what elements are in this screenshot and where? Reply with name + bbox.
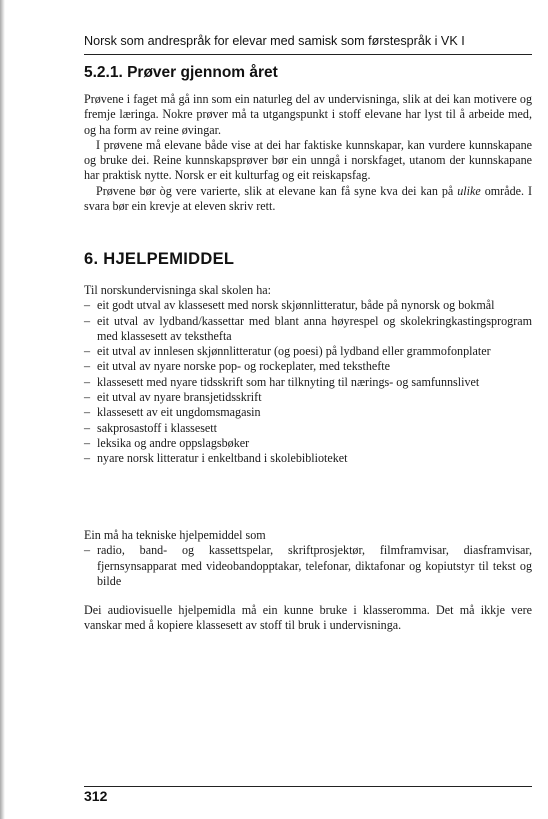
dash-marker: – [84, 420, 91, 435]
list-item [84, 390, 532, 405]
dash-marker: – [84, 344, 91, 359]
list-item [84, 451, 532, 466]
list-item-text: eit utval av innlesen skjønnlitteratur (og poesi) på lydband eller grammofonplater [97, 344, 491, 359]
paragraph-2: I prøvene må elevane både vise at dei har faktiske kunnskapar, kan vurdere kunnskapane og bruke dei. Reine kunnskapsprøver bør ein unngå i norskfaget, utanom der kunnskapane har praktisk nytte. Norsk er eit kulturfag og eit reiskapsfag. [84, 137, 532, 183]
list-item [84, 405, 532, 420]
paragraph-3-end: område. I svara bør ein krevje at eleven skriv rett. [84, 183, 532, 214]
page-number: 312 [84, 788, 108, 804]
list-item-text: sakprosastoff i klassesett [97, 420, 218, 435]
closing-paragraph: Dei audiovisuelle hjelpemidla må ein kunne bruke i klasseromma. Det må ikkje vere vanskar med å kopiere klassesett av stoff til bruk i undervisninga. [84, 603, 532, 633]
paragraph-3 [84, 184, 532, 215]
list-item [84, 314, 532, 345]
dash-marker: – [84, 313, 91, 328]
list-item [84, 436, 532, 451]
dash-marker: – [84, 298, 91, 313]
section-heading-5-2-1: 5.2.1. Prøver gjennom året [84, 64, 278, 81]
closing-block [84, 603, 532, 634]
list-item-text: leksika og andre oppslagsbøker [97, 435, 250, 450]
dash-marker: – [84, 390, 91, 405]
list-item-text: klassesett av eit ungdomsmagasin [97, 405, 261, 420]
section-5-2-1-body [84, 92, 532, 214]
dash-marker: – [84, 374, 91, 389]
technical-aids-intro: Ein må ha tekniske hjelpemiddel som [84, 528, 266, 542]
page-shadow-edge [0, 0, 5, 819]
list-item [84, 421, 532, 436]
dash-marker: – [84, 359, 91, 374]
dash-marker: – [84, 435, 91, 450]
list-item-text: eit utval av lydband/kassettar med blant anna høyrespel og skolekringkastingsprogram med klassesett av teksthefta [97, 313, 532, 343]
running-header: Norsk som andrespråk for elevar med samisk som førstespråk i VK I [84, 34, 465, 48]
school-resources-list [84, 298, 532, 466]
list-item [84, 375, 532, 390]
school-resources-intro: Til norskundervisninga skal skolen ha: [84, 283, 271, 297]
list-item [84, 543, 532, 589]
list-item-text: eit utval av nyare norske pop- og rockeplater, med teksthefte [97, 359, 391, 374]
list-item-text: nyare norsk litteratur i enkeltband i skolebiblioteket [97, 451, 348, 466]
list-item-text: radio, band- og kassettspelar, skriftprosjektør, filmframvisar, diasframvisar, fjernsynsapparat med videobandopptakar, telefonar, diktafonar og kopiutstyr til tekst og bilde [97, 543, 532, 588]
list-item-text: eit utval av nyare bransjetidsskrift [97, 390, 262, 405]
technical-aids-block [84, 528, 532, 589]
list-item [84, 359, 532, 374]
paragraph-3-emphasis: ulike [457, 183, 481, 198]
dash-marker: – [84, 543, 91, 558]
technical-aids-list [84, 543, 532, 589]
school-resources-block [84, 283, 532, 467]
dash-marker: – [84, 451, 91, 466]
list-item-text: klassesett med nyare tidsskrift som har tilknyting til nærings- og samfunnslivet [97, 374, 480, 389]
paragraph-1: Prøvene i faget må gå inn som ein naturleg del av undervisninga, slik at dei kan motivere og fremje læringa. Nokre prøver må ta utgangspunkt i stoff elevane har lyst til å arbeide med, og ha form av reine øvingar. [84, 92, 532, 137]
list-item-text: eit godt utval av klassesett med norsk skjønnlitteratur, både på nynorsk og bokmål [97, 298, 495, 313]
paragraph-3-start: Prøvene bør òg vere varierte, slik at elevane kan få syne kva dei kan på [96, 183, 458, 198]
list-item [84, 344, 532, 359]
footer-rule [84, 786, 532, 787]
header-rule [84, 54, 532, 55]
list-item [84, 298, 532, 313]
chapter-heading-6: 6. HJELPEMIDDEL [84, 250, 235, 268]
dash-marker: – [84, 405, 91, 420]
